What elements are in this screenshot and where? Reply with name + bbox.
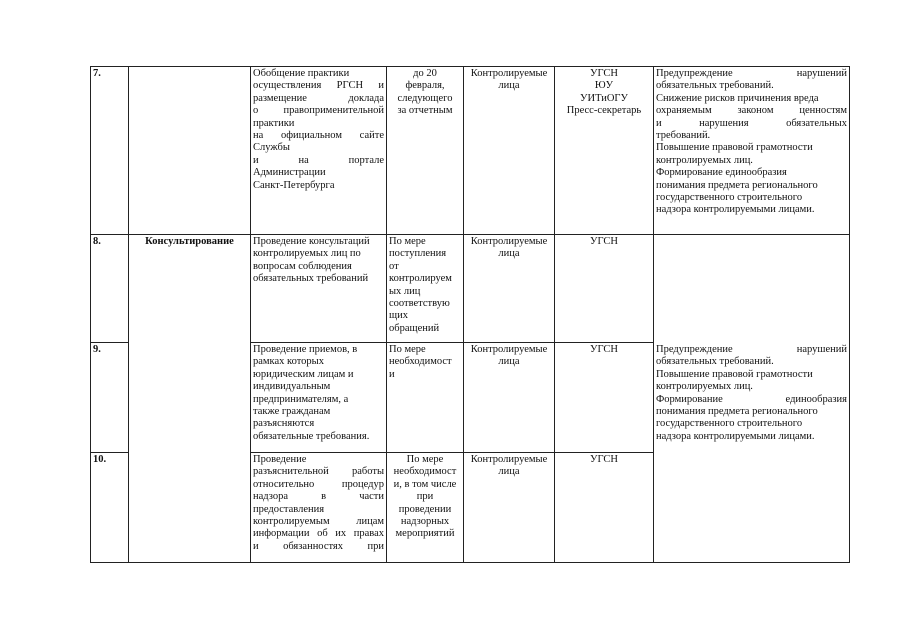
text-line: УГСН — [590, 454, 618, 465]
text-line: за отчетным — [397, 105, 453, 117]
deadline-cell — [387, 343, 464, 453]
text-line: и на портале — [253, 154, 384, 166]
event-cell — [251, 453, 387, 563]
event-cell — [251, 235, 387, 343]
text-line: разъясняются — [253, 418, 315, 430]
text-line: лица — [498, 356, 520, 368]
text-line: от — [389, 260, 399, 272]
result-cell — [654, 67, 850, 235]
text-line: при — [416, 491, 434, 503]
responsible-cell — [555, 235, 654, 343]
text-line: февраля, — [405, 80, 445, 92]
text-line: и — [389, 368, 395, 380]
text-line: обязательных требований. — [656, 80, 774, 92]
event-cell — [251, 67, 387, 235]
text-line: УГСН — [590, 236, 618, 247]
event-cell — [251, 343, 387, 453]
responsible-cell — [555, 67, 654, 235]
text-line: относительно процедур — [253, 478, 384, 490]
text-line: обязательных требований — [253, 273, 369, 285]
text-line: Контролируемые — [470, 454, 548, 465]
text-line: Контролируемые — [470, 236, 548, 247]
text-line: контролируем — [389, 273, 452, 285]
text-line: надзорных — [400, 516, 450, 528]
text-line: Администрации — [253, 167, 326, 179]
text-line: рамках которых — [253, 356, 324, 368]
row-number: 7. — [91, 67, 129, 235]
text-line: практики — [253, 117, 295, 129]
subjects-cell — [464, 67, 555, 235]
table-row — [91, 235, 850, 343]
text-line: контролируемых лиц. — [656, 381, 753, 393]
text-line: индивидуальным — [253, 381, 331, 393]
text-line: до 20 — [413, 68, 437, 79]
measures-table — [90, 66, 850, 563]
text-line: предпринимателям, а — [253, 393, 349, 405]
category-cell: Консультирование — [129, 235, 251, 563]
text-line: следующего — [397, 92, 453, 104]
text-line: на официальном сайте — [253, 130, 384, 142]
text-line: По мере — [406, 454, 444, 465]
responsible-cell — [555, 453, 654, 563]
text-line: государственного строительного — [656, 192, 803, 204]
text-line: УИТиОГУ — [580, 92, 628, 104]
text-line: контролируемым лицам — [253, 516, 384, 528]
text-line: и обязанностях при — [253, 540, 384, 552]
subjects-cell — [464, 453, 555, 563]
text-line: Формирование единообразия — [656, 393, 847, 405]
text-line: контролируемых лиц по — [253, 248, 361, 260]
subjects-cell — [464, 235, 555, 343]
text-line: Обобщение практики — [253, 68, 350, 79]
deadline-cell — [387, 453, 464, 563]
text-line: Проведение консультаций — [253, 236, 370, 247]
text-line: размещение доклада — [253, 92, 384, 104]
text-line: Проведение — [253, 454, 307, 465]
text-line: необходимост — [389, 356, 452, 368]
text-line: По мере — [389, 344, 426, 355]
text-line: Пресс-секретарь — [566, 105, 642, 117]
responsible-cell — [555, 343, 654, 453]
text-line: Контролируемые — [470, 344, 548, 355]
text-line: поступления — [389, 248, 447, 260]
text-line: и, в том числе — [393, 478, 457, 490]
text-line: ых лиц — [389, 285, 421, 297]
text-line: соответствую — [389, 298, 450, 310]
text-line: Снижение рисков причинения вреда — [656, 92, 819, 104]
result-cell-merged — [654, 235, 850, 563]
text-line: Контролируемые — [470, 68, 548, 79]
text-line: осуществления РГСН и — [253, 80, 384, 92]
text-line: предоставления — [253, 503, 325, 515]
deadline-cell — [387, 235, 464, 343]
text-line: щих — [389, 310, 408, 322]
text-line: лица — [498, 466, 520, 478]
text-line: Санкт-Петербурга — [253, 179, 335, 191]
text-line: юридическим лицам и — [253, 368, 354, 380]
text-line: о правоприменительной — [253, 105, 384, 117]
text-line: Предупреждение нарушений — [656, 68, 847, 79]
deadline-cell — [387, 67, 464, 235]
text-line: Формирование единообразия — [656, 167, 787, 179]
text-line: необходимост — [393, 466, 457, 478]
text-line: обязательные требования. — [253, 430, 370, 442]
text-line: понимания предмета регионального — [656, 406, 818, 418]
text-line: обязательных требований. — [656, 356, 774, 368]
category-cell-empty — [129, 67, 251, 235]
text-line: ЮУ — [594, 80, 614, 92]
text-line: понимания предмета регионального — [656, 179, 818, 191]
text-line: обращений — [389, 322, 440, 334]
text-line: информации об их правах — [253, 528, 384, 540]
subjects-cell — [464, 343, 555, 453]
text-line: надзора контролируемыми лицами. — [656, 204, 815, 216]
text-line: и нарушения обязательных — [656, 117, 847, 129]
text-line: разъяснительной работы — [253, 466, 384, 478]
table-row — [91, 67, 850, 235]
text-line: охраняемым законом ценностям — [656, 105, 847, 117]
text-line: надзора контролируемыми лицами. — [656, 430, 815, 442]
row-number: 10. — [91, 453, 129, 563]
row-number: 9. — [91, 343, 129, 453]
text-line: УГСН — [590, 344, 618, 355]
text-line: Проведение приемов, в — [253, 344, 358, 355]
text-line: государственного строительного — [656, 418, 803, 430]
text-line: лица — [498, 80, 520, 92]
text-line: Повышение правовой грамотности — [656, 368, 813, 380]
row-number: 8. — [91, 235, 129, 343]
text-line: требований. — [656, 130, 711, 142]
text-line: контролируемых лиц. — [656, 154, 753, 166]
text-line: УГСН — [590, 68, 618, 79]
text-line: Предупреждение нарушений — [656, 344, 847, 355]
text-line: Службы — [253, 142, 290, 154]
text-line: лица — [498, 248, 520, 260]
text-line: проведении — [398, 503, 452, 515]
text-line: также гражданам — [253, 406, 331, 418]
text-line: По мере — [389, 236, 426, 247]
text-line: надзора в части — [253, 491, 384, 503]
text-line: Повышение правовой грамотности — [656, 142, 813, 154]
text-line: вопросам соблюдения — [253, 260, 352, 272]
text-line: мероприятий — [395, 528, 455, 540]
